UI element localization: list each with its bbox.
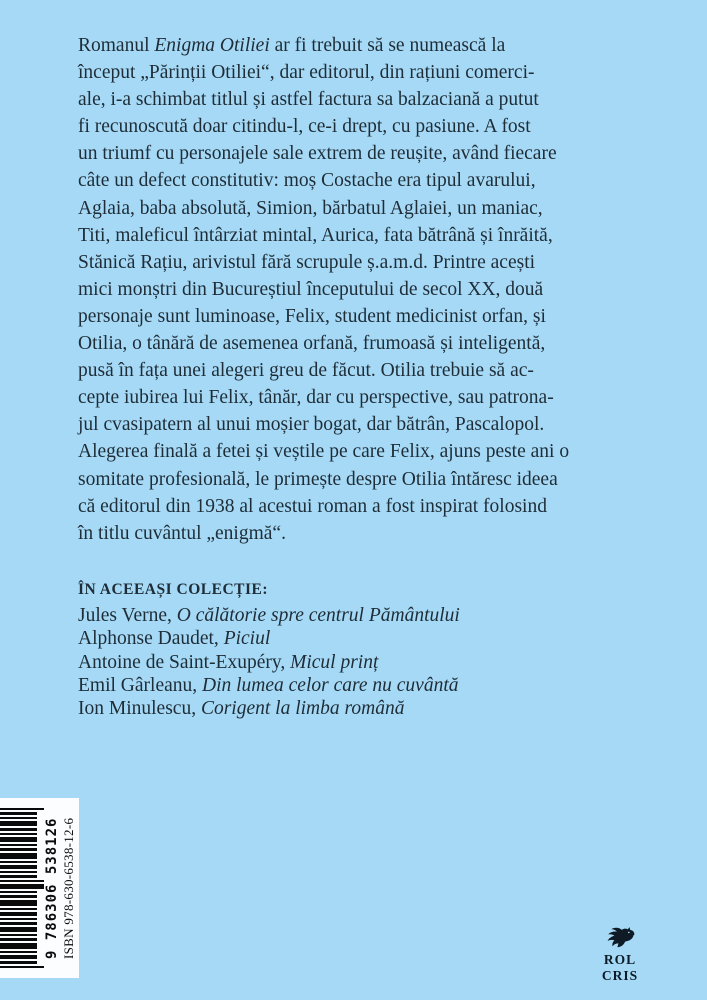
collection-heading: ÎN ACEEAȘI COLECȚIE: — [78, 581, 269, 598]
text-line: un triumf cu personajele sale extrem de reușite, având fiecare — [78, 143, 557, 165]
text-line: câte un defect constitutiv: moș Costache era tipul avarului, — [78, 170, 536, 192]
pegasus-icon — [605, 925, 635, 951]
text-line: început „Părinții Otiliei“, dar editorul, din rațiuni comerci- — [78, 62, 535, 84]
text-line: pusă în fața unei alegeri greu de făcut. Otilia trebuie să ac- — [78, 360, 534, 382]
barcode-label — [0, 798, 79, 978]
text-line: personaje sunt luminoase, Felix, student medicinist orfan, și — [78, 305, 546, 327]
text-line: Titi, maleficul întârziat mintal, Aurica, fata bătrână și înrăită, — [78, 224, 553, 246]
text-line: Romanul Enigma Otiliei ar fi trebuit să se numească la — [78, 35, 506, 56]
text-line: jul cvasipatern al unui moșier bogat, dar bătrân, Pascalopol. — [78, 414, 545, 436]
text-line: fi recunoscută doar citindu-l, ce-i drept, cu pasiune. A fost — [78, 116, 531, 138]
text-line: Ion Minulescu, Corigent la limba română — [78, 698, 405, 720]
text-line: ale, i-a schimbat titlul și astfel factura sa balzaciană a putut — [78, 89, 539, 111]
collection-section — [78, 579, 460, 720]
synopsis-text — [78, 32, 569, 547]
publisher-name-top: ROL — [603, 952, 637, 967]
text-line: Emil Gârleanu, Din lumea celor care nu cuvântă — [78, 674, 459, 696]
text-line: Stănică Rațiu, arivistul fără scrupule ș.a.m.d. Printre acești — [78, 251, 536, 273]
text-line: cepte iubirea lui Felix, tânăr, dar cu perspective, sau patrona- — [78, 387, 554, 409]
publisher-name-bottom: CRIS — [601, 967, 639, 983]
barcode-isbn-text: ISBN 978-630-6538-12-6 — [61, 817, 76, 959]
text-line: mici monștri din Bucureștiul începutului de secol XX, două — [78, 278, 544, 300]
text-line: Jules Verne, O călătorie spre centrul Pământului — [78, 605, 460, 626]
text-line: în titlu cuvântul „enigmă“. — [78, 522, 286, 544]
publisher-logo — [598, 925, 642, 983]
text-line: Alphonse Daudet, Piciul — [78, 628, 271, 650]
text-line: Otilia, o tânără de asemenea orfană, frumoasă și inteligentă, — [78, 333, 546, 355]
text-line: Alegerea finală a fetei și veștile pe care Felix, ajuns peste ani o — [78, 441, 570, 463]
text-line: Aglaia, baba absolută, Simion, bărbatul Aglaiei, un maniac, — [78, 197, 543, 219]
barcode-icon — [0, 808, 44, 968]
barcode-number: 9 786306 538126 — [44, 817, 60, 959]
text-line: somitate profesională, le primește despre Otilia întăresc ideea — [78, 468, 558, 490]
text-line: că editorul din 1938 al acestui roman a fost inspirat folosind — [78, 495, 547, 517]
collection-list — [78, 604, 460, 720]
text-line: Antoine de Saint-Exupéry, Micul prinț — [78, 651, 379, 673]
